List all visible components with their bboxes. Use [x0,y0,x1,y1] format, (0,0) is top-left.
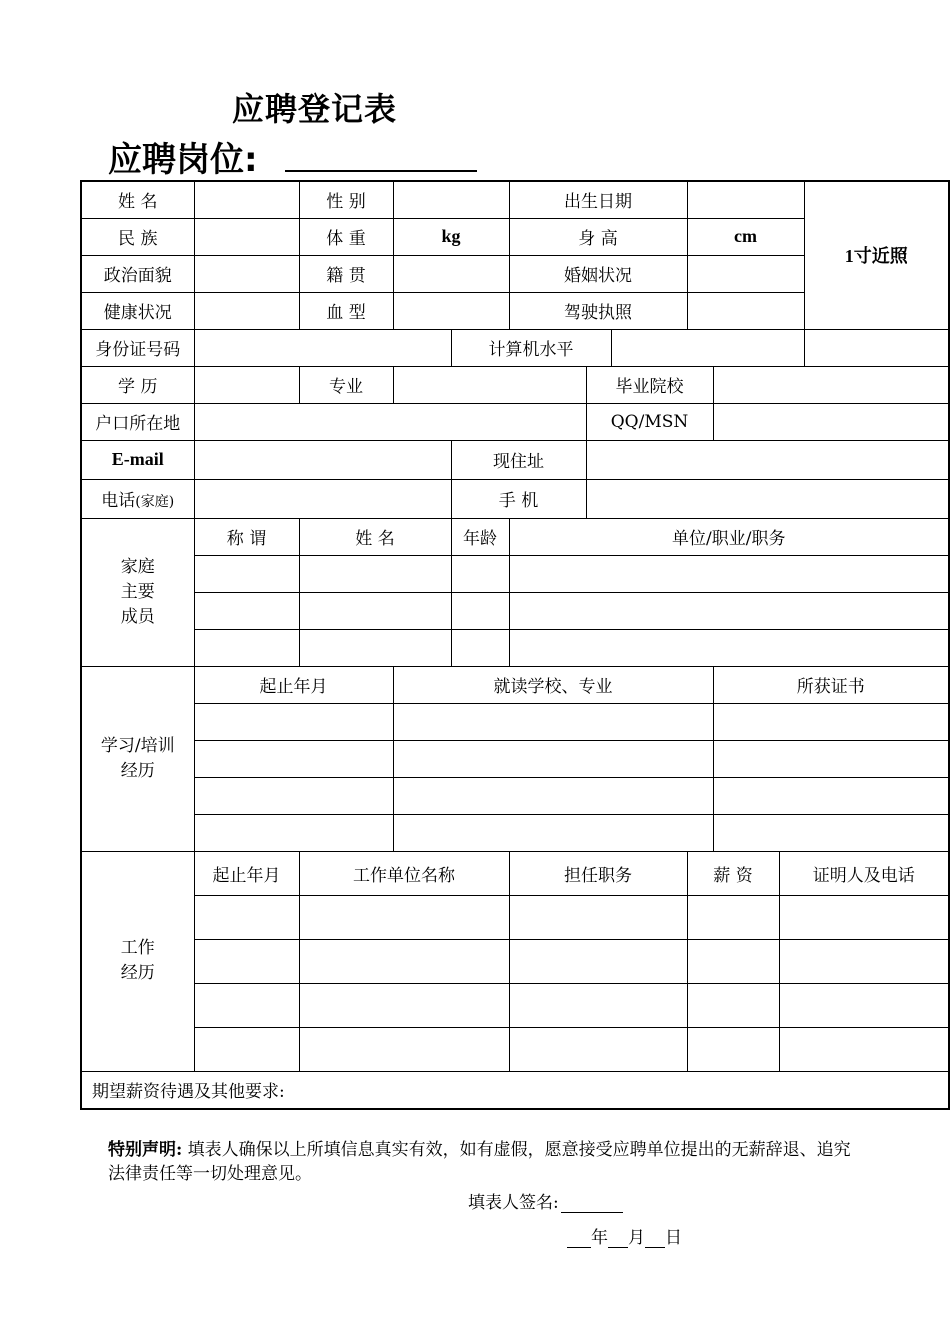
signature-row [468,1188,623,1213]
work-header-salary: 薪 资 [687,851,779,895]
input-school[interactable] [713,366,949,403]
family-cell[interactable] [451,629,509,666]
study-cell[interactable] [393,777,713,814]
label-blood: 血 型 [299,292,393,329]
input-email[interactable] [194,440,451,479]
work-header-position: 担任职务 [509,851,687,895]
input-qq[interactable] [713,403,949,440]
study-cell[interactable] [713,814,949,851]
label-name: 姓 名 [81,181,194,218]
label-height: 身 高 [509,218,687,255]
work-cell[interactable] [194,939,299,983]
work-cell[interactable] [299,1027,509,1071]
family-cell[interactable] [299,592,451,629]
work-cell[interactable] [687,895,779,939]
registration-table [80,180,950,1110]
table-row [81,592,949,629]
work-cell[interactable] [299,983,509,1027]
family-cell[interactable] [451,592,509,629]
family-cell[interactable] [299,555,451,592]
family-header-age: 年龄 [451,518,509,555]
input-marital[interactable] [687,255,804,292]
work-header-reference: 证明人及电话 [779,851,949,895]
work-cell[interactable] [687,983,779,1027]
input-education[interactable] [194,366,299,403]
work-cell[interactable] [194,983,299,1027]
study-cell[interactable] [194,814,393,851]
study-header-period: 起止年月 [194,666,393,703]
study-label-1: 学习/培训 [100,735,175,756]
work-header-company: 工作单位名称 [299,851,509,895]
photo-box[interactable]: 1寸近照 [804,181,949,329]
phone-home-note: (家庭) [135,494,175,510]
position-input-line[interactable] [285,170,477,172]
work-cell[interactable] [194,1027,299,1071]
table-row [81,983,949,1027]
work-header-period: 起止年月 [194,851,299,895]
input-height[interactable]: cm [687,218,804,255]
study-cell[interactable] [393,740,713,777]
work-cell[interactable] [779,895,949,939]
study-section-label [81,666,194,851]
study-header-cert: 所获证书 [713,666,949,703]
label-birth: 出生日期 [509,181,687,218]
input-ethnicity[interactable] [194,218,299,255]
input-address[interactable] [586,440,949,479]
work-label-2: 经历 [120,963,155,983]
label-health: 健康状况 [81,292,194,329]
family-cell[interactable] [299,629,451,666]
input-health[interactable] [194,292,299,329]
study-cell[interactable] [713,740,949,777]
year-blank[interactable] [567,1229,591,1248]
form-title: 应聘登记表 [232,90,398,128]
work-cell[interactable] [779,1027,949,1071]
label-license: 驾驶执照 [509,292,687,329]
family-label-1: 家庭 [120,556,155,577]
work-cell[interactable] [509,895,687,939]
family-cell[interactable] [509,555,949,592]
label-politics: 政治面貌 [81,255,194,292]
work-cell[interactable] [509,1027,687,1071]
study-label-2: 经历 [120,760,155,781]
input-hukou[interactable] [194,403,586,440]
work-cell[interactable] [687,1027,779,1071]
work-cell[interactable] [687,939,779,983]
signature-line[interactable] [561,1194,623,1213]
work-section-label [81,851,194,1071]
label-address: 现住址 [451,440,586,479]
input-gender[interactable] [393,181,509,218]
work-cell[interactable] [779,983,949,1027]
work-cell[interactable] [299,939,509,983]
statement-heading: 特别声明: [108,1140,183,1160]
work-cell[interactable] [509,939,687,983]
work-cell[interactable] [299,895,509,939]
date-row [567,1223,682,1248]
family-cell[interactable] [509,592,949,629]
study-cell[interactable] [393,703,713,740]
study-cell[interactable] [713,703,949,740]
expectation-field[interactable]: 期望薪资待遇及其他要求: [81,1071,949,1109]
input-id[interactable] [194,329,451,366]
label-school: 毕业院校 [586,366,713,403]
label-id: 身份证号码 [81,329,194,366]
study-header-school: 就读学校、专业 [393,666,713,703]
input-phone-home[interactable] [194,479,451,518]
label-education: 学 历 [81,366,194,403]
table-row [81,740,949,777]
family-label-2: 主要 [120,581,155,602]
input-blood[interactable] [393,292,509,329]
work-cell[interactable] [194,895,299,939]
input-politics[interactable] [194,255,299,292]
family-cell[interactable] [451,555,509,592]
family-header-relation: 称 谓 [194,518,299,555]
table-row [81,939,949,983]
input-computer[interactable] [611,329,804,366]
family-section-label [81,518,194,666]
table-row [81,703,949,740]
month-label: 月 [628,1228,645,1248]
label-mobile: 手 机 [451,479,586,518]
family-cell[interactable] [194,555,299,592]
label-weight: 体 重 [299,218,393,255]
work-cell[interactable] [509,983,687,1027]
input-native[interactable] [393,255,509,292]
label-phone-home [81,479,194,518]
phone-home-text: 电话 [101,491,136,511]
input-major[interactable] [393,366,586,403]
table-row [81,777,949,814]
special-statement [108,1138,856,1186]
day-label: 日 [665,1228,682,1248]
family-label-3: 成员 [120,606,155,627]
year-label: 年 [591,1228,608,1248]
statement-body: 填表人确保以上所填信息真实有效，如有虚假，愿意接受应聘单位提出的无薪辞退、追究法律责任等一切处理意见。 [108,1140,851,1184]
label-email: E-mail [81,440,194,479]
position-label: 应聘岗位: [108,140,258,180]
label-qq: QQ/MSN [586,403,713,440]
input-weight[interactable]: kg [393,218,509,255]
input-mobile[interactable] [586,479,949,518]
table-row [81,895,949,939]
study-cell[interactable] [194,777,393,814]
input-license[interactable] [687,292,804,329]
label-native: 籍 贯 [299,255,393,292]
table-row [81,1027,949,1071]
table-row [81,814,949,851]
study-cell[interactable] [194,703,393,740]
label-hukou: 户口所在地 [81,403,194,440]
label-gender: 性 别 [299,181,393,218]
family-cell[interactable] [194,592,299,629]
label-computer: 计算机水平 [451,329,611,366]
input-birth[interactable] [687,181,804,218]
signature-label: 填表人签名: [468,1193,559,1213]
label-marital: 婚姻状况 [509,255,687,292]
month-blank[interactable] [608,1229,628,1248]
study-cell[interactable] [713,777,949,814]
family-cell[interactable] [194,629,299,666]
family-header-name: 姓 名 [299,518,451,555]
day-blank[interactable] [645,1229,665,1248]
label-major: 专业 [299,366,393,403]
study-cell[interactable] [393,814,713,851]
family-cell[interactable] [509,629,949,666]
blank-cell [804,329,949,366]
label-ethnicity: 民 族 [81,218,194,255]
table-row [81,629,949,666]
table-row [81,555,949,592]
work-label-1: 工作 [120,938,155,958]
input-name[interactable] [194,181,299,218]
study-cell[interactable] [194,740,393,777]
family-header-unit: 单位/职业/职务 [509,518,949,555]
work-cell[interactable] [779,939,949,983]
